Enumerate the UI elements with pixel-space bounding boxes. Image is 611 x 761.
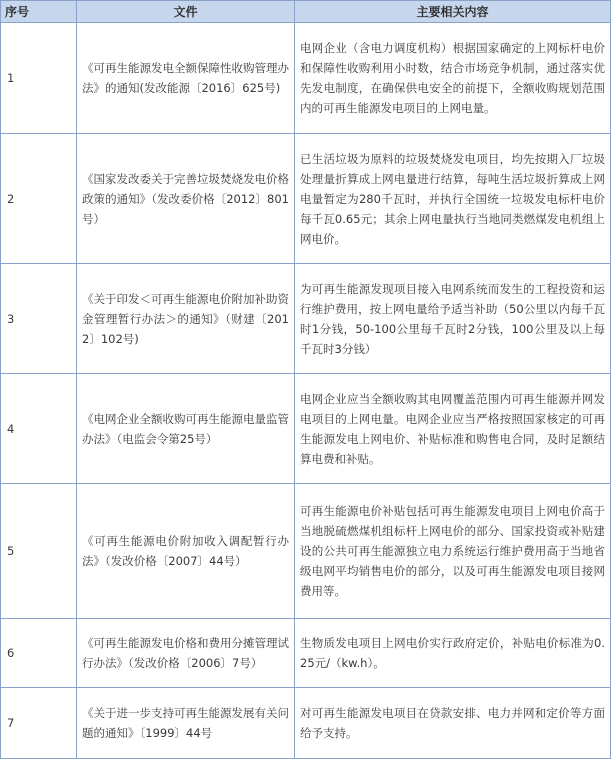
row-doc: 《关于进一步支持可再生能源发展有关问题的通知》〔1999〕44号: [77, 688, 295, 759]
table-row: [1, 23, 611, 134]
table-row: [1, 374, 611, 484]
header-content: 主要相关内容: [295, 1, 611, 23]
row-doc: 《可再生能源发电价格和费用分摊管理试行办法》（发改价格〔2006〕7号）: [77, 619, 295, 688]
table-row: [1, 619, 611, 688]
row-doc: 《电网企业全额收购可再生能源电量监管办法》（电监会令第25号）: [77, 374, 295, 484]
row-no: 4: [1, 374, 77, 484]
row-no: 7: [1, 688, 77, 759]
table-row: [1, 484, 611, 619]
row-content: 生物质发电项目上网电价实行政府定价，补贴电价标准为0.25元/（kw.h）。: [295, 619, 611, 688]
row-doc: 《国家发改委关于完善垃圾焚烧发电价格政策的通知》（发改委价格〔2012〕801号）: [77, 134, 295, 264]
row-no: 5: [1, 484, 77, 619]
header-doc: 文件: [77, 1, 295, 23]
row-no: 6: [1, 619, 77, 688]
table-row: [1, 264, 611, 374]
row-no: 2: [1, 134, 77, 264]
row-doc: 《关于印发＜可再生能源电价附加补助资金管理暂行办法＞的通知》（财建〔2012〕102号): [77, 264, 295, 374]
row-no: 1: [1, 23, 77, 134]
row-content: 电网企业（含电力调度机构）根据国家确定的上网标杆电价和保障性收购利用小时数，结合市场竞争机制，通过落实优先发电制度，在确保供电安全的前提下，全额收购规划范围内的可再生能源发电项目的上网电量。: [295, 23, 611, 134]
table-row: [1, 688, 611, 759]
row-content: 为可再生能源发现项目接入电网系统而发生的工程投资和运行维护费用，按上网电量给予适当补助（50公里以内每千瓦时1分钱，50-100公里每千瓦时2分钱，100公里及以上每千瓦时3分钱）: [295, 264, 611, 374]
row-doc: 《可再生能源电价附加收入调配暂行办法》（发改价格〔2007〕44号）: [77, 484, 295, 619]
header-no: 序号: [1, 1, 77, 23]
row-no: 3: [1, 264, 77, 374]
row-content: 电网企业应当全额收购其电网覆盖范围内可再生能源并网发电项目的上网电量。电网企业应当严格按照国家核定的可再生能源发电上网电价、补贴标准和购售电合同，及时足额结算电费和补贴。: [295, 374, 611, 484]
row-content: 已生活垃圾为原料的垃圾焚烧发电项目，均先按期入厂垃圾处理量折算成上网电量进行结算，每吨生活垃圾折算成上网电量暂定为280千瓦时，并执行全国统一垃圾发电标杆电价每千瓦0.65元；其余上网电量执行当地同类燃煤发电机组上网电价。: [295, 134, 611, 264]
row-content: 可再生能源电价补贴包括可再生能源发电项目上网电价高于当地脱硫燃煤机组标杆上网电价的部分、国家投资或补贴建设的公共可再生能源独立电力系统运行维护费用高于当地省级电网平均销售电价的部分，以及可再生能源发电项目接网费用等。: [295, 484, 611, 619]
row-content: 对可再生能源发电项目在贷款安排、电力并网和定价等方面给予支持。: [295, 688, 611, 759]
row-doc: 《可再生能源发电全额保障性收购管理办法》的通知(发改能源〔2016〕625号): [77, 23, 295, 134]
table-row: [1, 134, 611, 264]
header-row: [1, 1, 611, 23]
